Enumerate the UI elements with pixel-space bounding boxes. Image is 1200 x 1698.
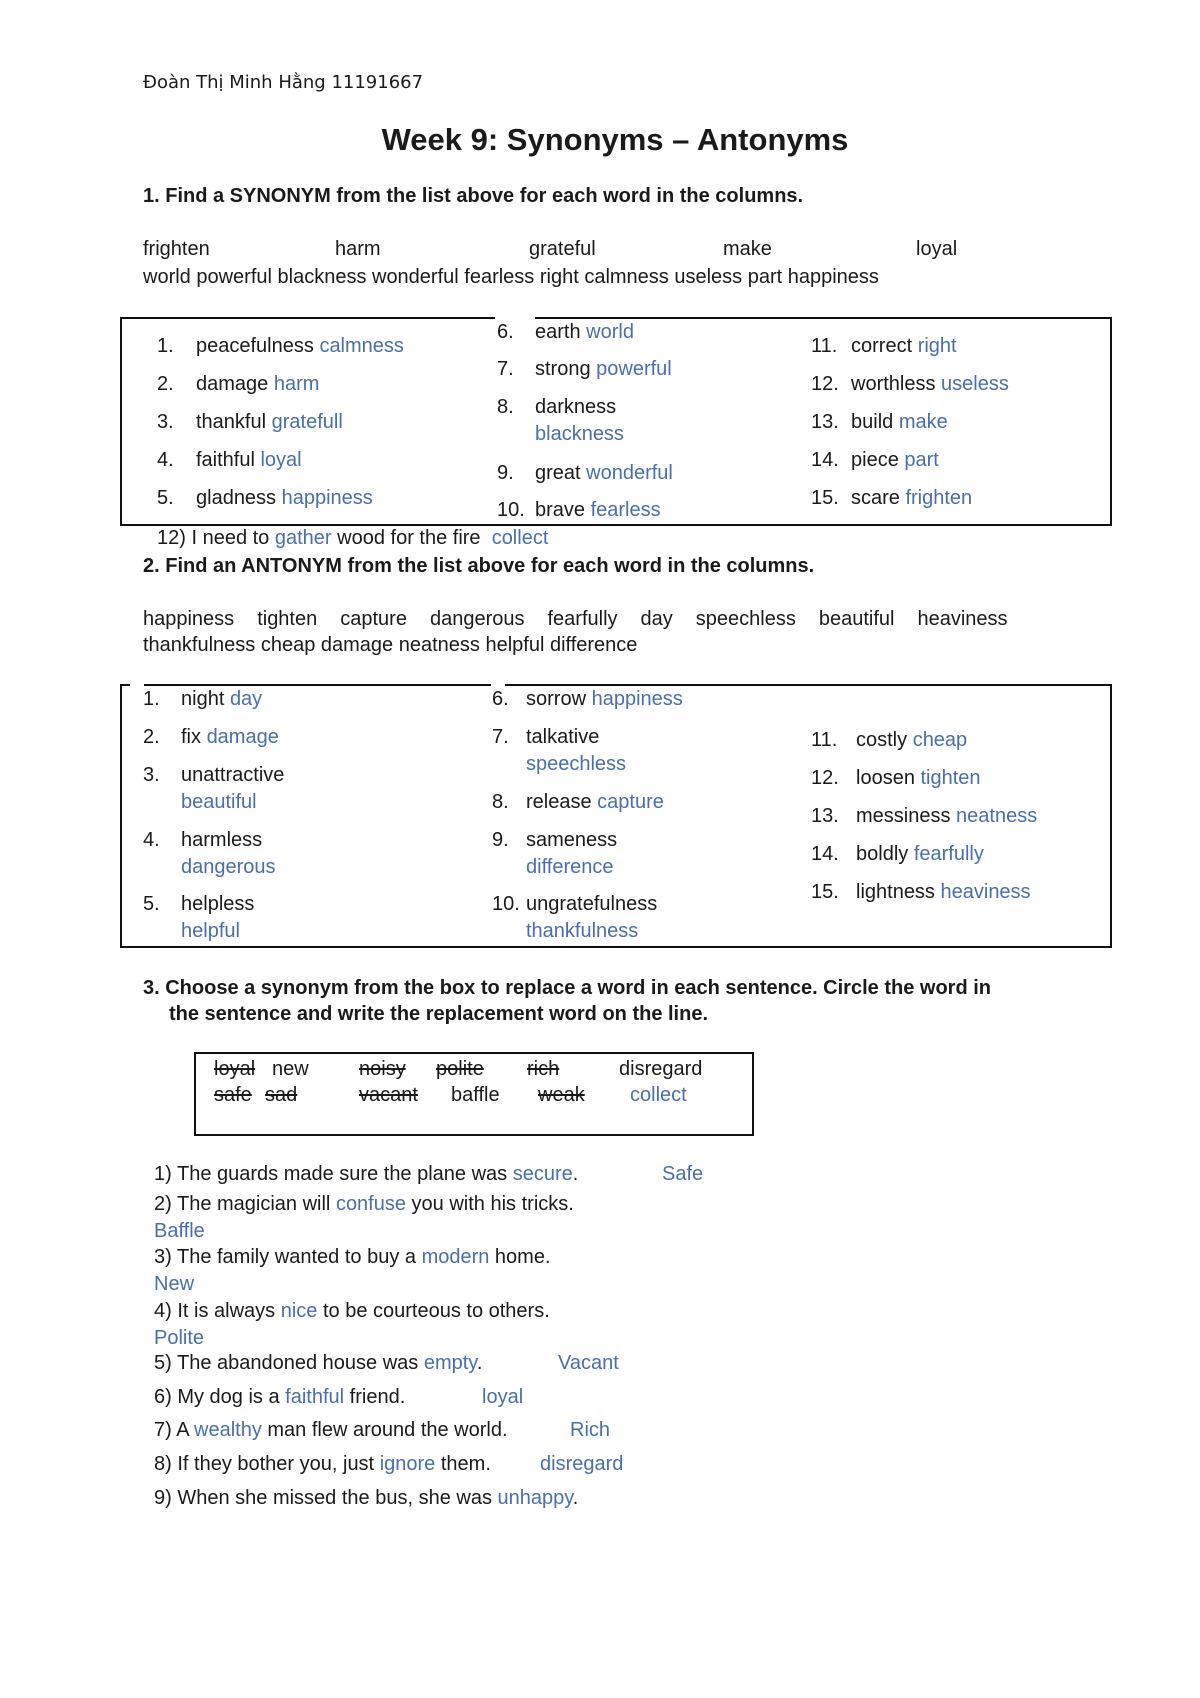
item-word: thankful [196, 411, 267, 433]
item-word: night [181, 688, 225, 710]
item-answer: world [586, 321, 634, 343]
synonym-item-3 [157, 409, 343, 436]
sentence-7 [154, 1419, 508, 1442]
sentence-target-word: faithful [285, 1386, 345, 1408]
item-number: 5. [143, 893, 160, 915]
sentence-text: home. [489, 1246, 551, 1268]
item-answer: fearfully [913, 843, 984, 865]
item-answer: happiness [591, 688, 683, 710]
note-answer: collect [491, 527, 549, 549]
synonym-item-14 [811, 447, 939, 474]
item-number: 7. [497, 358, 514, 380]
item-word: boldly [856, 843, 909, 865]
antonym-item-10 [492, 891, 657, 945]
item-answer: cheap [912, 729, 968, 751]
item-word: sameness [526, 829, 618, 851]
item-word: scare [851, 487, 900, 509]
synonym-item-13 [811, 409, 948, 436]
sentence-text: 3) The family wanted to buy a [154, 1246, 422, 1268]
synonym-item-7 [497, 356, 672, 383]
synonym-item-15 [811, 485, 972, 512]
s2-bank-word: happiness [143, 608, 235, 630]
box-word-weak: weak [538, 1084, 585, 1106]
synonym-item-6 [497, 319, 634, 346]
s2-bank-word: heaviness [917, 608, 1008, 630]
sentence-answer-7: Rich [570, 1419, 611, 1441]
item-answer: loyal [260, 449, 302, 471]
item-answer: happiness [281, 487, 373, 509]
item-word: faithful [196, 449, 261, 471]
s2-bank-row1 [143, 608, 1008, 631]
box-word-safe: safe [214, 1084, 252, 1106]
sentence-text: you with his tricks. [406, 1193, 574, 1215]
antonym-item-5 [143, 891, 254, 945]
section3-heading-line1: 3. Choose a synonym from the box to replace a word in each sentence. Circle the word in [143, 977, 991, 999]
item-answer: neatness [956, 805, 1038, 827]
s1-bank-word-4: make [723, 238, 772, 260]
sentence-text: 9) When she missed the bus, she was [154, 1487, 498, 1509]
sentence-8 [154, 1453, 491, 1476]
item-word: unattractive [181, 764, 285, 786]
item-answer: capture [597, 791, 664, 813]
synonym-item-9 [497, 460, 673, 487]
s2-bank-word: fearfully [547, 608, 618, 630]
section1-heading: 1. Find a SYNONYM from the list above for each word in the columns. [143, 185, 804, 207]
item-word: worthless [851, 373, 936, 395]
item-answer: fearless [590, 499, 661, 521]
sentence-target-word: nice [280, 1300, 318, 1322]
item-word: peacefulness [196, 335, 314, 357]
box-word-vacant: vacant [359, 1084, 418, 1106]
synonym-item-8 [497, 394, 624, 448]
item-number: 15. [811, 881, 839, 903]
item-number: 4. [157, 449, 174, 471]
sentence-text: . [476, 1352, 483, 1374]
note-highlight: gather [274, 527, 332, 549]
item-number: 12. [811, 767, 839, 789]
item-number: 8. [497, 396, 514, 418]
item-word: piece [851, 449, 899, 471]
item-number: 4. [143, 829, 160, 851]
antonym-item-14 [811, 841, 984, 868]
antonym-item-15 [811, 879, 1031, 906]
item-number: 1. [157, 335, 174, 357]
sentence-text: 6) My dog is a [154, 1386, 286, 1408]
item-number: 14. [811, 843, 839, 865]
item-word: messiness [856, 805, 951, 827]
sentence-target-word: ignore [379, 1453, 436, 1475]
synonym-item-10 [497, 497, 661, 524]
antonym-item-8 [492, 789, 664, 816]
item-answer: difference [526, 856, 614, 878]
item-answer: speechless [526, 753, 627, 775]
section3-heading-line2: the sentence and write the replacement word on the line. [169, 1003, 709, 1025]
item-word: sorrow [526, 688, 587, 710]
item-number: 9. [497, 462, 514, 484]
box-word-collect: collect [630, 1084, 687, 1106]
item-number: 13. [811, 411, 839, 433]
s1-bank-word-3: grateful [529, 238, 596, 260]
sentence-5 [154, 1352, 482, 1375]
item-number: 3. [157, 411, 174, 433]
s2-bank-word: beautiful [818, 608, 895, 630]
s2-bank-word: tighten [257, 608, 318, 630]
item-word: talkative [526, 726, 600, 748]
item-answer: day [229, 688, 263, 710]
item-answer: damage [206, 726, 279, 748]
box-word-loyal: loyal [214, 1058, 256, 1080]
author-line: Đoàn Thị Minh Hằng 11191667 [143, 72, 424, 93]
item-number: 9. [492, 829, 509, 851]
sentence-text: . [572, 1163, 579, 1185]
sentence-answer-6: loyal [482, 1386, 524, 1408]
item-answer: blackness [535, 423, 624, 445]
sentence-answer-3: New [154, 1273, 195, 1295]
box-word-sad: sad [265, 1084, 298, 1106]
item-word: darkness [535, 396, 617, 418]
item-word: great [535, 462, 581, 484]
sentence-2 [154, 1193, 574, 1216]
item-answer: beautiful [181, 791, 257, 813]
sentence-9 [154, 1487, 578, 1510]
sentence-target-word: empty [423, 1352, 477, 1374]
antonym-item-2 [143, 724, 279, 751]
synonym-item-11 [811, 333, 957, 360]
synonym-item-5 [157, 485, 373, 512]
box-word-polite: polite [436, 1058, 484, 1080]
item-word: costly [856, 729, 908, 751]
sentence-answer-8: disregard [540, 1453, 624, 1475]
sentence-text: friend. [344, 1386, 406, 1408]
s2-bank-word: capture [340, 608, 407, 630]
sentence-target-word: secure [512, 1163, 573, 1185]
sentence-4 [154, 1300, 550, 1323]
antonym-item-1 [143, 686, 262, 713]
antonym-item-7 [492, 724, 626, 778]
item-word: strong [535, 358, 591, 380]
item-word: lightness [856, 881, 935, 903]
item-answer: thankfulness [526, 920, 639, 942]
sentence-text: 7) A [154, 1419, 195, 1441]
item-answer: calmness [319, 335, 404, 357]
box-word-noisy: noisy [359, 1058, 406, 1080]
sentence-target-word: modern [421, 1246, 490, 1268]
item-number: 6. [497, 321, 514, 343]
item-word: damage [196, 373, 269, 395]
item-word: helpless [181, 893, 255, 915]
sentence-3 [154, 1246, 551, 1269]
item-answer: powerful [596, 358, 672, 380]
note-suffix: wood for the fire [331, 527, 481, 549]
item-number: 8. [492, 791, 509, 813]
item-number: 15. [811, 487, 839, 509]
item-answer: tighten [920, 767, 981, 789]
item-answer: helpful [181, 920, 240, 942]
sentence-target-word: confuse [335, 1193, 406, 1215]
antonym-item-13 [811, 803, 1037, 830]
item-number: 6. [492, 688, 509, 710]
item-word: gladness [196, 487, 277, 509]
item-number: 2. [157, 373, 174, 395]
s1-bank-word-1: frighten [143, 238, 210, 260]
sentence-target-word: unhappy [497, 1487, 573, 1509]
item-answer: wonderful [586, 462, 673, 484]
s1-bank-row2: world powerful blackness wonderful fearless right calmness useless part happiness [143, 266, 879, 288]
item-word: earth [535, 321, 581, 343]
synonym-item-2 [157, 371, 319, 398]
item-answer: harm [273, 373, 320, 395]
box-gap [130, 682, 144, 688]
item-word: correct [851, 335, 913, 357]
item-answer: heaviness [940, 881, 1031, 903]
item-number: 10. [497, 499, 525, 521]
s2-bank-word: speechless [695, 608, 796, 630]
item-number: 14. [811, 449, 839, 471]
antonym-item-9 [492, 827, 617, 881]
s1-extra-note [157, 527, 548, 550]
item-number: 12. [811, 373, 839, 395]
item-answer: useless [941, 373, 1009, 395]
item-number: 13. [811, 805, 839, 827]
antonym-item-4 [143, 827, 276, 881]
sentence-text: . [572, 1487, 579, 1509]
item-number: 2. [143, 726, 160, 748]
item-number: 5. [157, 487, 174, 509]
sentence-text: 8) If they bother you, just [154, 1453, 380, 1475]
antonym-item-12 [811, 765, 981, 792]
sentence-text: 2) The magician will [154, 1193, 336, 1215]
antonym-item-6 [492, 686, 683, 713]
sentence-text: them. [435, 1453, 491, 1475]
sentence-text: 1) The guards made sure the plane was [154, 1163, 513, 1185]
item-number: 3. [143, 764, 160, 786]
antonym-item-11 [811, 727, 967, 754]
note-prefix: 12) I need to [157, 527, 275, 549]
item-number: 11. [811, 729, 838, 751]
s2-bank-row2: thankfulness cheap damage neatness helpful difference [143, 634, 638, 656]
sentence-answer-1: Safe [662, 1163, 704, 1185]
item-word: harmless [181, 829, 263, 851]
box-word-disregard: disregard [619, 1058, 703, 1080]
item-answer: frighten [905, 487, 973, 509]
sentence-1 [154, 1163, 578, 1186]
item-number: 1. [143, 688, 160, 710]
box-word-rich: rich [527, 1058, 560, 1080]
synonym-item-12 [811, 371, 1009, 398]
sentence-answer-2: Baffle [154, 1220, 205, 1242]
item-number: 7. [492, 726, 509, 748]
synonym-item-4 [157, 447, 302, 474]
item-word: fix [181, 726, 201, 748]
page-title: Week 9: Synonyms – Antonyms [381, 122, 849, 157]
item-answer: part [904, 449, 939, 471]
s2-bank-word: dangerous [429, 608, 525, 630]
item-answer: right [917, 335, 957, 357]
sentence-answer-5: Vacant [558, 1352, 619, 1374]
antonym-item-3 [143, 762, 284, 816]
s1-bank-word-5: loyal [916, 238, 958, 260]
sentence-text: 4) It is always [154, 1300, 281, 1322]
sentence-6 [154, 1386, 405, 1409]
sentence-text: 5) The abandoned house was [154, 1352, 424, 1374]
sentence-text: man flew around the world. [261, 1419, 508, 1441]
item-answer: make [898, 411, 948, 433]
s2-bank-word: day [640, 608, 673, 630]
item-answer: gratefull [271, 411, 343, 433]
sentence-target-word: wealthy [194, 1419, 262, 1441]
item-word: release [526, 791, 592, 813]
synonym-item-1 [157, 333, 404, 360]
item-word: ungratefulness [526, 893, 658, 915]
item-word: loosen [856, 767, 915, 789]
sentence-text: to be courteous to others. [317, 1300, 550, 1322]
s1-bank-word-2: harm [335, 238, 381, 260]
item-answer: dangerous [181, 856, 276, 878]
item-word: brave [535, 499, 586, 521]
sentence-answer-4: Polite [154, 1327, 205, 1349]
box-word-baffle: baffle [451, 1084, 500, 1106]
section2-heading: 2. Find an ANTONYM from the list above for each word in the columns. [143, 555, 815, 577]
item-word: build [851, 411, 894, 433]
item-number: 11. [811, 335, 838, 357]
box-word-new: new [272, 1058, 309, 1080]
item-number: 10. [492, 893, 520, 915]
